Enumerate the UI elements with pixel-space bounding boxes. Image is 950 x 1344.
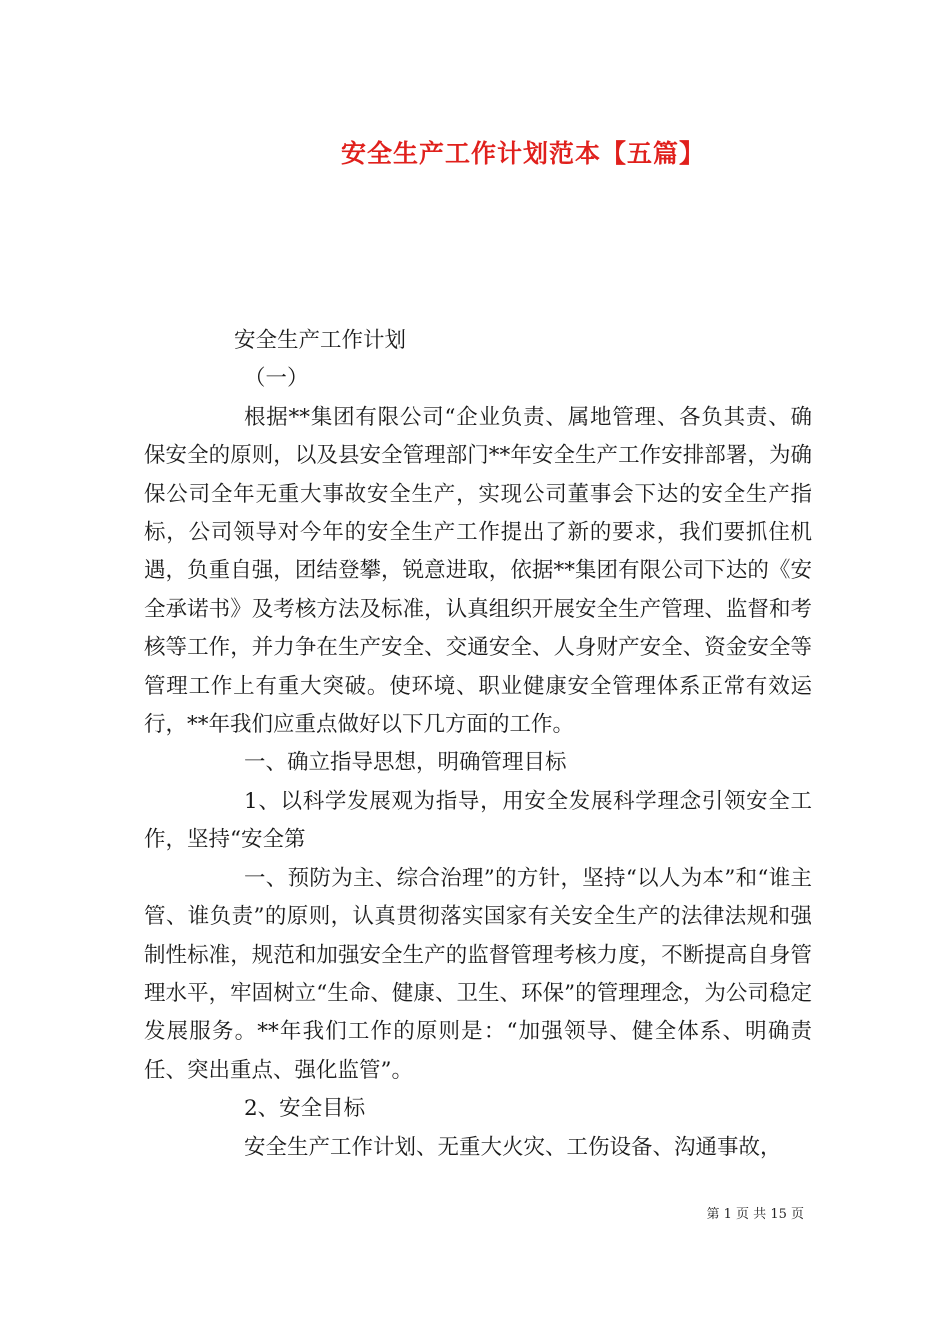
paragraph: 一、预防为主、综合治理”的方针，坚持“以人为本”和“谁主管、谁负责”的原则，认真贯彻落实国家有关安全生产的法律法规和强制性标准，规范和加强安全生产的监督管理考核力度，不断提高自身管理水平，牢固树立“生命、健康、卫生、环保”的管理理念，为公司稳定发展服务。**年我们工作的原则是：“加强领导、健全体系、明确责任、突出重点、强化监管”。: [144, 865, 812, 1083]
paragraph: 1、以科学发展观为指导，用安全发展科学理念引领安全工作，坚持“安全第: [144, 788, 812, 853]
paragraph: 根据**集团有限公司“企业负责、属地管理、各负其责、确保安全的原则，以及县安全管理部门**年安全生产工作安排部署，为确保公司全年无重大事故安全生产，实现公司董事会下达的安全生产指标，公司领导对今年的安全生产工作提出了新的要求，我们要抓住机遇，负重自强，团结登攀，锐意进取，依据**集团有限公司下达的《安全承诺书》及考核方法及标准，认真组织开展安全生产管理、监督和考核等工作，并力争在生产安全、交通安全、人身财产安全、资金安全等管理工作上有重大突破。使环境、职业健康安全管理体系正常有效运行，**年我们应重点做好以下几方面的工作。: [144, 404, 812, 738]
subheading: 一、确立指导思想，明确管理目标: [244, 750, 567, 776]
section-number: （一）: [244, 366, 309, 392]
subheading: 2、安全目标: [244, 1096, 366, 1122]
document-body: [144, 322, 812, 1167]
page-number: 第 1 页 共 15 页: [706, 1207, 804, 1222]
paragraph: 安全生产工作计划、无重大火灾、工伤设备、沟通事故，: [244, 1134, 782, 1160]
section-heading: 安全生产工作计划: [234, 328, 407, 353]
document-title: 安全生产工作计划范本【五篇】: [340, 139, 705, 168]
